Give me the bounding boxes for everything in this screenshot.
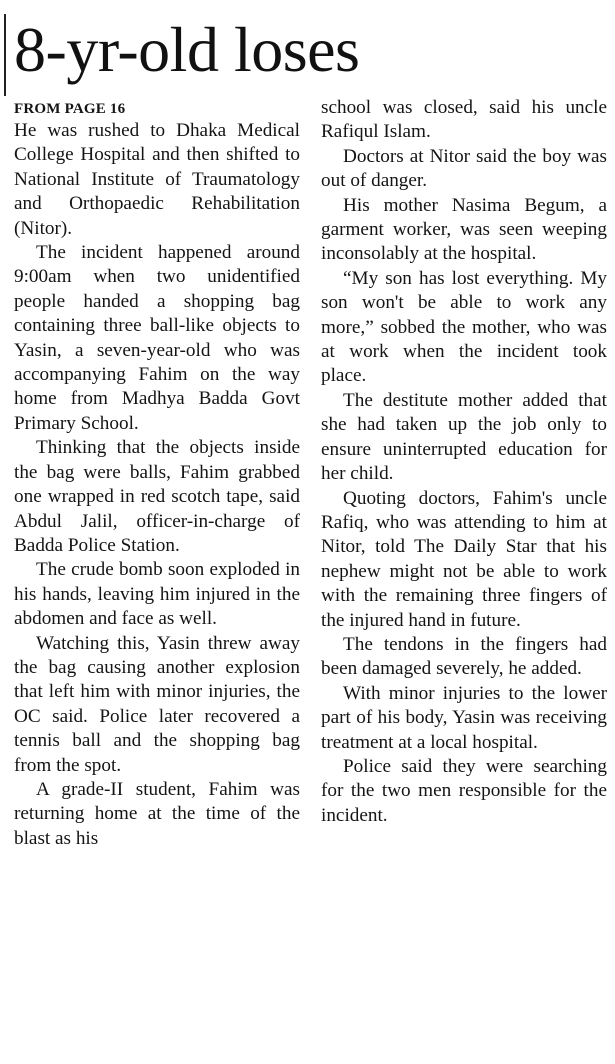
paragraph: His mother Nasima Begum, a garment worker, was seen weeping inconsolably at the hospital. — [321, 194, 607, 265]
continued-from-label: FROM PAGE 16 — [14, 101, 126, 117]
paragraph: The tendons in the fingers had been damaged severely, he added. — [321, 633, 607, 680]
paragraph: He was rushed to Dhaka Medical College Hospital and then shifted to National Institute of Traumatology and Orthopaedic Rehabilitation (Nitor). — [14, 120, 300, 239]
column-rule — [4, 14, 6, 96]
paragraph: Thinking that the objects inside the bag were balls, Fahim grabbed one wrapped in red scotch tape, said Abdul Jalil, officer-in-charge of Badda Police Station. — [14, 437, 300, 556]
headline: 8-yr-old loses — [14, 14, 360, 85]
paragraph: The incident happened around 9:00am when two unidentified people handed a shopping bag containing three ball-like objects to Yasin, a seven-year-old who was accompanying Fahim on the way home from Madhya Badda Govt Primary School. — [14, 242, 300, 434]
left-column — [14, 96, 300, 851]
paragraph: Watching this, Yasin threw away the bag causing another explosion that left him with minor injuries, the OC said. Police later recovered a tennis ball and the shopping bag from the spot. — [14, 632, 300, 776]
paragraph: The destitute mother added that she had taken up the job only to ensure uninterrupted education for her child. — [321, 389, 607, 485]
paragraph: school was closed, said his uncle Rafiqul Islam. — [321, 97, 607, 143]
paragraph: Doctors at Nitor said the boy was out of danger. — [321, 145, 607, 192]
right-column — [321, 96, 607, 828]
paragraph: With minor injuries to the lower part of his body, Yasin was receiving treatment at a local hospital. — [321, 682, 607, 753]
paragraph: A grade-II student, Fahim was returning home at the time of the blast as his — [14, 778, 300, 849]
paragraph: The crude bomb soon exploded in his hands, leaving him injured in the abdomen and face as well. — [14, 559, 300, 630]
paragraph: “My son has lost everything. My son won't be able to work any more,” sobbed the mother, who was at work when the incident took place. — [321, 267, 607, 387]
paragraph: Quoting doctors, Fahim's uncle Rafiq, who was attending to him at Nitor, told The Daily Star that his nephew might not be able to work with the remaining three fingers of the injured hand in future. — [321, 487, 607, 631]
paragraph: Police said they were searching for the two men responsible for the incident. — [321, 755, 607, 826]
